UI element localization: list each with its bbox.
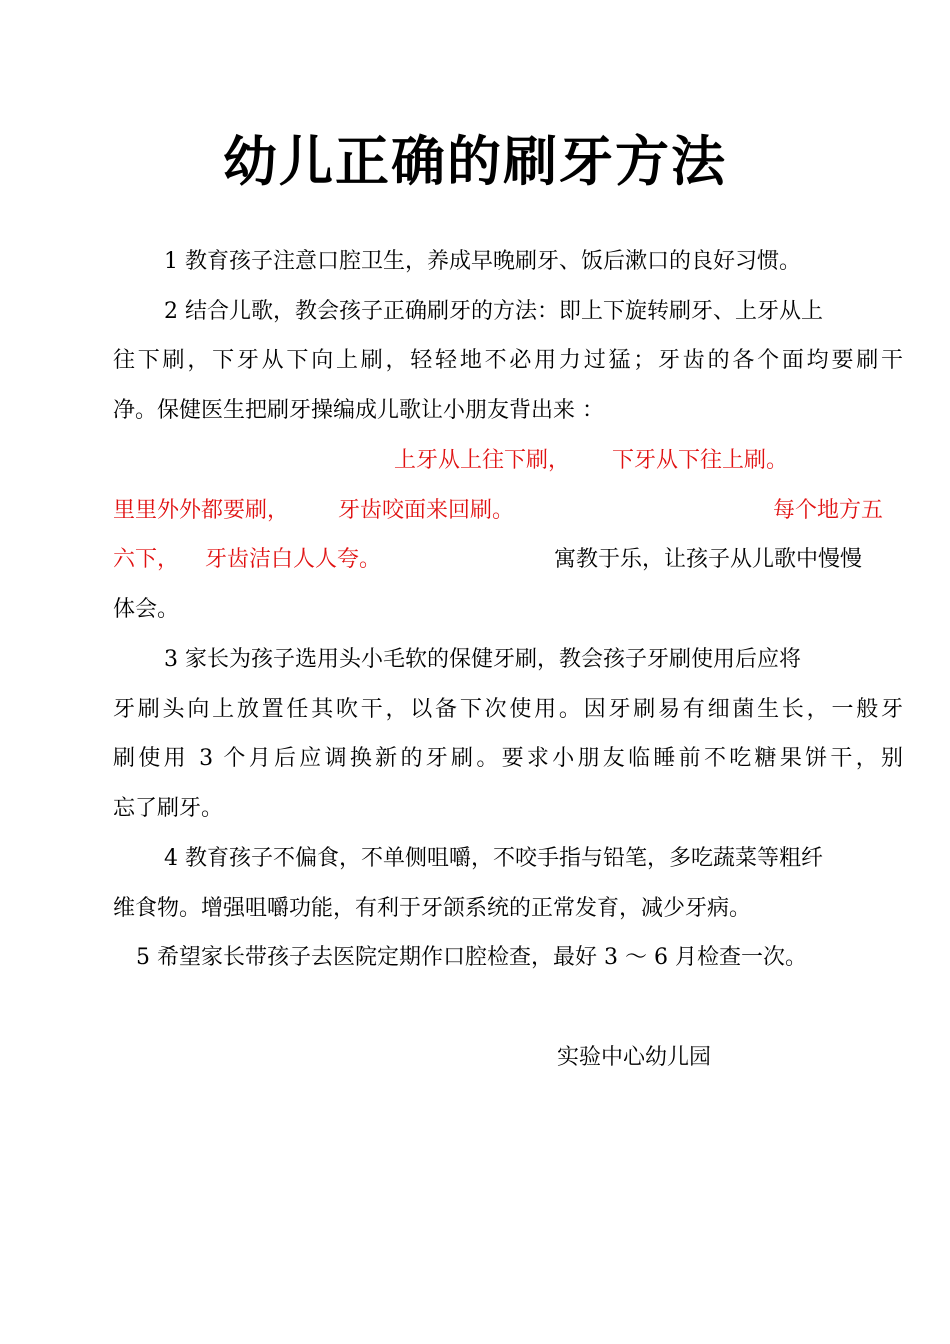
paragraph-line: 净。保健医生把刷牙操编成儿歌让小朋友背出来 ： — [113, 398, 604, 423]
song-line: 六下， — [113, 547, 180, 572]
song-line: 上牙从上往下刷， — [394, 448, 571, 473]
song-line: 每个地方五 — [773, 498, 884, 523]
page-title: 幼儿正确的刷牙方法 — [223, 130, 727, 193]
paragraph-line: 5 希望家长带孩子去医院定期作口腔检查，最好 3 ～ 6 月检查一次。 — [136, 945, 807, 970]
signature: 实验中心幼儿园 — [557, 1045, 712, 1070]
paragraph-line: 4 教育孩子不偏食，不单侧咀嚼，不咬手指与铅笔，多吃蔬菜等粗纤 — [164, 846, 823, 871]
paragraph-line: 1 教育孩子注意口腔卫生，养成早晚刷牙、饭后漱口的良好习惯。 — [164, 249, 801, 274]
paragraph-line: 忘了刷牙。 — [113, 796, 224, 821]
paragraph-line: 往下刷，下牙从下向上刷，轻轻地不必用力过猛；牙齿的各个面均要刷干 — [113, 348, 903, 373]
paragraph-line: 牙刷头向上放置任其吹干，以备下次使用。因牙刷易有细菌生长，一般牙 — [113, 697, 903, 722]
song-line: 下牙从下往上刷。 — [612, 448, 789, 473]
paragraph-line: 3 家长为孩子选用头小毛软的保健牙刷，教会孩子牙刷使用后应将 — [164, 647, 801, 672]
paragraph-line: 寓教于乐，让孩子从儿歌中慢慢 — [554, 547, 863, 572]
paragraph-line: 刷使用 3 个月后应调换新的牙刷。要求小朋友临睡前不吃糖果饼干，别 — [113, 746, 903, 771]
song-line: 牙齿咬面来回刷。 — [338, 498, 515, 523]
paragraph-line: 维食物。增强咀嚼功能，有利于牙颌系统的正常发育，减少牙病。 — [113, 896, 752, 921]
paragraph-line: 体会。 — [113, 597, 180, 622]
paragraph-line: 2 结合儿歌，教会孩子正确刷牙的方法：即上下旋转刷牙、上牙从上 — [164, 299, 823, 324]
song-line: 牙齿洁白人人夸。 — [205, 547, 382, 572]
song-line: 里里外外都要刷， — [113, 498, 290, 523]
